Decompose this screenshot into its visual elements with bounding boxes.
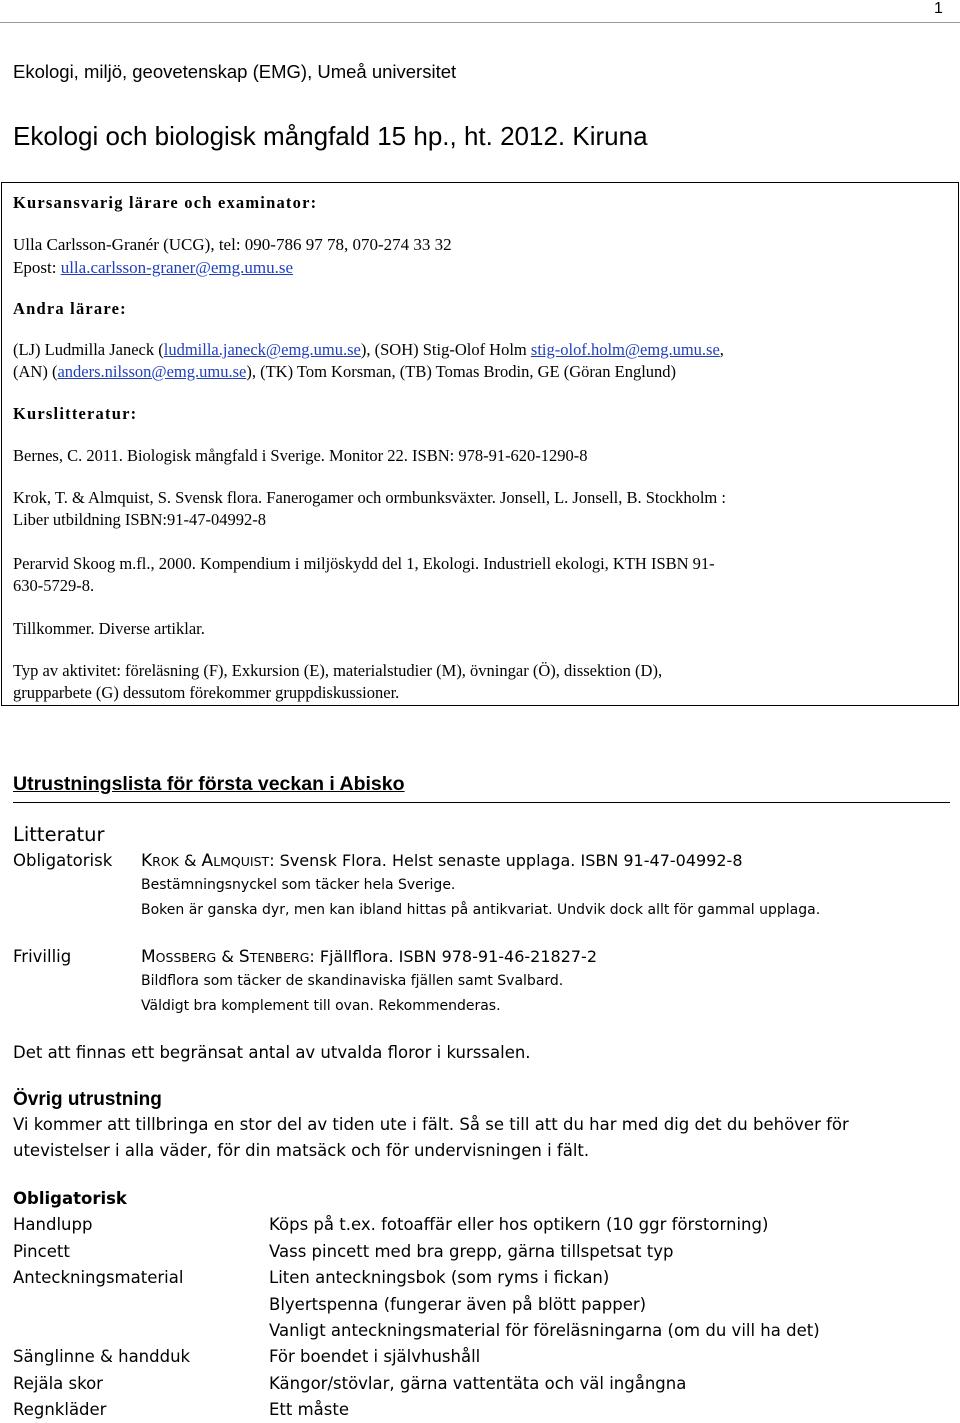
item-name: Anteckningsmaterial — [13, 1268, 184, 1287]
teachers-line-1 — [13, 340, 724, 360]
email-link-soh[interactable]: stig-olof.holm@emg.umu.se — [530, 340, 720, 359]
literature-heading: Kurslitteratur: — [13, 404, 138, 423]
item-note: För boendet i självhushåll — [269, 1347, 481, 1366]
lit-item-3-line2: 630-5729-8. — [13, 576, 95, 595]
institution-line: Ekologi, miljö, geovetenskap (EMG), Umeå universitet — [13, 61, 457, 82]
ovrig-obligatorisk-heading: Obligatorisk — [13, 1189, 127, 1208]
header-rule — [0, 22, 960, 23]
almquist-rest: LMQUIST — [213, 854, 270, 869]
mossberg-book-line — [141, 947, 597, 967]
item-name: Handlupp — [13, 1215, 93, 1234]
item-note: Kängor/stövlar, gärna vattentäta och väl ingångna — [269, 1374, 687, 1393]
teacher-an-prefix: (AN) ( — [13, 362, 58, 381]
teacher-lj-prefix: (LJ) Ludmilla Janeck ( — [13, 340, 164, 359]
email-line — [13, 258, 293, 278]
mossberg-title: : Fjällflora. ISBN 978-91-46-21827-2 — [309, 947, 597, 966]
activity-line-1: Typ av aktivitet: föreläsning (F), Exkursion (E), materialstudier (M), övningar (Ö), dissektion (D), — [13, 661, 663, 680]
lit-item-1: Bernes, C. 2011. Biologisk mångfald i Sverige. Monitor 22. ISBN: 978-91-620-1290-8 — [13, 446, 588, 465]
item-note: Ett måste — [269, 1400, 350, 1419]
lit-item-2-line1: Krok, T. & Almquist, S. Svensk flora. Fanerogamer och ormbunksväxter. Jonsell, L. Jonsell, B. Stockholm : — [13, 488, 726, 507]
frivillig-label: Frivillig — [13, 947, 72, 966]
ovrig-intro-1: Vi kommer att tillbringa en stor del av tiden ute i fält. Så se till att du har med dig det du behöver för — [13, 1115, 849, 1134]
responsible-heading: Kursansvarig lärare och examinator: — [13, 193, 318, 212]
ovrig-heading: Övrig utrustning — [13, 1089, 162, 1110]
krok-title: : Svensk Flora. Helst senaste upplaga. ISBN 91-47-04992-8 — [269, 851, 743, 870]
item-name: Regnkläder — [13, 1400, 107, 1419]
equipment-heading: Utrustningslista för första veckan i Abisko — [13, 773, 405, 795]
mossberg-note-2: Väldigt bra komplement till ovan. Rekommenderas. — [141, 998, 501, 1014]
page-number: 1 — [934, 0, 943, 17]
equipment-rule — [13, 802, 950, 803]
stenberg-initial: S — [238, 947, 250, 967]
item-note: Vanligt anteckningsmaterial för föreläsningarna (om du vill ha det) — [269, 1321, 820, 1340]
course-title: Ekologi och biologisk mångfald 15 hp., ht. 2012. Kiruna — [13, 121, 648, 151]
mossberg-initial: M — [141, 947, 156, 967]
email-link-lj[interactable]: ludmilla.janeck@emg.umu.se — [163, 340, 361, 359]
lit-item-4: Tillkommer. Diverse artiklar. — [13, 619, 205, 638]
krok-note-2: Boken är ganska dyr, men kan ibland hittas på antikvariat. Undvik dock allt för gammal upplaga. — [141, 902, 821, 918]
email-label: Epost: — [13, 258, 57, 277]
teachers-line-2 — [13, 362, 676, 382]
teacher-rest: ), (TK) Tom Korsman, (TB) Tomas Brodin, GE (Göran Englund) — [246, 362, 677, 381]
amp-1: & — [178, 851, 202, 870]
litteratur-heading: Litteratur — [13, 823, 105, 846]
email-link-ucg[interactable]: ulla.carlsson-graner@emg.umu.se — [60, 258, 294, 277]
krok-note-1: Bestämningsnyckel som täcker hela Sverige. — [141, 877, 456, 893]
item-note: Liten anteckningsbok (som ryms i fickan) — [269, 1268, 610, 1287]
responsible-line: Ulla Carlsson-Granér (UCG), tel: 090-786 97 78, 070-274 33 32 — [13, 235, 452, 254]
floras-note: Det att finnas ett begränsat antal av utvalda floror i kurssalen. — [13, 1043, 531, 1062]
mossberg-note-1: Bildflora som täcker de skandinaviska fjällen samt Svalbard. — [141, 973, 564, 989]
email-link-an[interactable]: anders.nilsson@emg.umu.se — [57, 362, 247, 381]
stenberg-rest: TENBERG — [249, 950, 310, 965]
teacher-soh-text: ), (SOH) Stig-Olof Holm — [360, 340, 527, 359]
item-name: Pincett — [13, 1242, 70, 1261]
krok-initial: K — [141, 851, 153, 871]
almquist-initial: A — [201, 851, 214, 871]
krok-rest: ROK — [152, 854, 179, 869]
lit-item-3-line1: Perarvid Skoog m.fl., 2000. Kompendium i miljöskydd del 1, Ekologi. Industriell ekologi, KTH ISBN 91- — [13, 554, 715, 573]
ovrig-intro-2: utevistelser i alla väder, för din matsäck och för undervisningen i fält. — [13, 1141, 590, 1160]
amp-2: & — [216, 947, 239, 966]
item-name: Rejäla skor — [13, 1374, 103, 1393]
activity-line-2: grupparbete (G) dessutom förekommer gruppdiskussioner. — [13, 683, 400, 702]
item-note: Blyertspenna (fungerar även på blött papper) — [269, 1295, 647, 1314]
teachers-heading: Andra lärare: — [13, 299, 127, 318]
item-note: Vass pincett med bra grepp, gärna tillspetsat typ — [269, 1242, 674, 1261]
obligatorisk-label: Obligatorisk — [13, 851, 113, 870]
item-name: Sänglinne & handduk — [13, 1347, 191, 1366]
mossberg-rest: OSSBERG — [155, 950, 217, 965]
krok-book-line — [141, 851, 743, 871]
item-note: Köps på t.ex. fotoaffär eller hos optikern (10 ggr förstorning) — [269, 1215, 769, 1234]
teacher-comma: , — [719, 340, 724, 359]
lit-item-2-line2: Liber utbildning ISBN:91-47-04992-8 — [13, 510, 266, 529]
